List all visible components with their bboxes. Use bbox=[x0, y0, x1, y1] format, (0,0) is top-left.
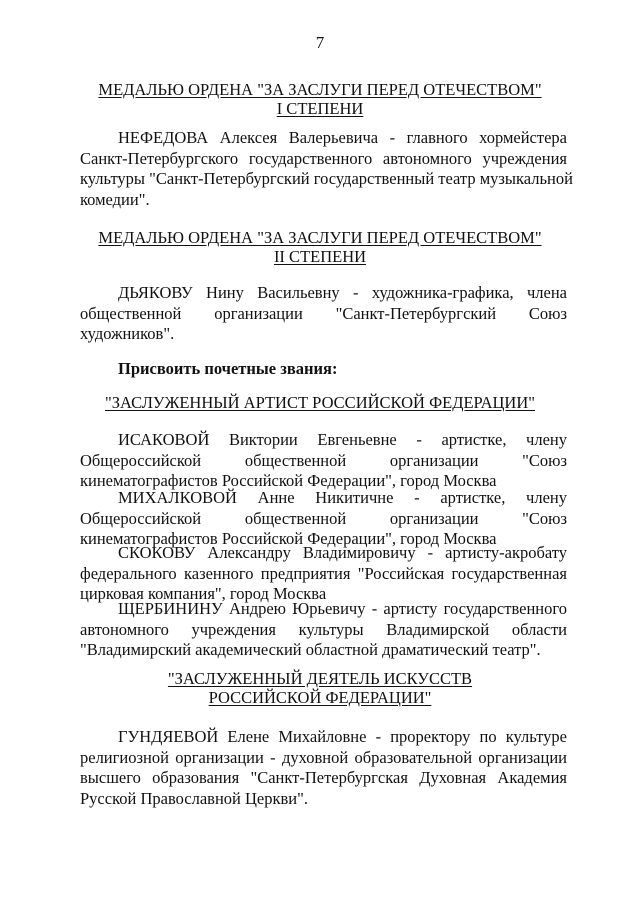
section-heading-honored-art-worker bbox=[0, 669, 640, 707]
entry-line: Общероссийской общественной организации "Союз bbox=[80, 450, 567, 470]
entry-line: религиозной организации - духовной образовательной организации bbox=[80, 747, 567, 767]
entry-gundyaeva bbox=[80, 727, 567, 809]
heading-line: "ЗАСЛУЖЕННЫЙ ДЕЯТЕЛЬ ИСКУССТВ bbox=[167, 669, 473, 688]
entry-line: художников". bbox=[80, 324, 175, 343]
entry-line: МИХАЛКОВОЙ Анне Никитичне - артистке, члену bbox=[118, 488, 567, 507]
entry-line: СКОКОВУ Александру Владимировичу - артисту-акробату bbox=[118, 543, 567, 562]
entry-line: комедии". bbox=[80, 189, 150, 209]
entry-line: ЩЕРБИНИНУ Андрею Юрьевичу - артисту государственного bbox=[118, 599, 567, 618]
entry-line: Общероссийской общественной организации "Союз bbox=[80, 508, 567, 528]
entry-line: Русской Православной Церкви". bbox=[80, 788, 308, 808]
heading-line: II СТЕПЕНИ bbox=[273, 247, 367, 266]
heading-line: МЕДАЛЬЮ ОРДЕНА "ЗА ЗАСЛУГИ ПЕРЕД ОТЕЧЕСТВОМ" bbox=[98, 80, 542, 99]
entry-line: "Владимирский академический областной драматический театр". bbox=[80, 640, 541, 659]
entry-line: кинематографистов Российской Федерации", город Москва bbox=[80, 529, 497, 548]
entry-line: автономного учреждения культуры Владимирской области bbox=[80, 619, 567, 639]
section-heading-medal-2 bbox=[0, 228, 640, 266]
entry-skokov bbox=[80, 543, 567, 605]
entry-line: федерального казенного предприятия "Российская государственная bbox=[80, 563, 567, 583]
entry-line: ДЬЯКОВУ Нину Васильевну - художника-графика, члена bbox=[118, 283, 567, 302]
entry-line: ИСАКОВОЙ Виктории Евгеньевне - артистке, члену bbox=[118, 430, 567, 449]
entry-line: высшего образования "Санкт-Петербургская Духовная Академия bbox=[80, 768, 567, 787]
entry-nefedov bbox=[80, 128, 573, 210]
section-heading-honored-artist bbox=[0, 393, 640, 412]
entry-line: кинематографистов Российской Федерации", город Москва bbox=[80, 471, 497, 490]
entry-line: Санкт-Петербургского государственного автономного учреждения bbox=[80, 148, 567, 168]
entry-isakova bbox=[80, 430, 567, 492]
entry-line: культуры "Санкт-Петербургский государственный театр музыкальной bbox=[80, 169, 573, 188]
entry-dyakova bbox=[80, 283, 567, 345]
entry-line: НЕФЕДОВА Алексея Валерьевича - главного хормейстера bbox=[118, 128, 567, 147]
section-heading-medal-1 bbox=[0, 80, 640, 118]
award-intro: Присвоить почетные звания: bbox=[118, 359, 338, 378]
heading-line: МЕДАЛЬЮ ОРДЕНА "ЗА ЗАСЛУГИ ПЕРЕД ОТЕЧЕСТВОМ" bbox=[98, 228, 542, 247]
entry-line: общественной организации "Санкт-Петербургский Союз bbox=[80, 303, 567, 323]
heading-line: РОССИЙСКОЙ ФЕДЕРАЦИИ" bbox=[208, 688, 432, 707]
page-number: 7 bbox=[315, 33, 325, 52]
heading-line: "ЗАСЛУЖЕННЫЙ АРТИСТ РОССИЙСКОЙ ФЕДЕРАЦИИ" bbox=[105, 393, 535, 412]
entry-line: цирковая компания", город Москва bbox=[80, 584, 327, 603]
entry-mikhalkova bbox=[80, 488, 567, 550]
heading-line: I СТЕПЕНИ bbox=[276, 99, 364, 118]
entry-line: ГУНДЯЕВОЙ Елене Михайловне - проректору по культуре bbox=[118, 727, 567, 746]
entry-shcherbinin bbox=[80, 599, 567, 661]
